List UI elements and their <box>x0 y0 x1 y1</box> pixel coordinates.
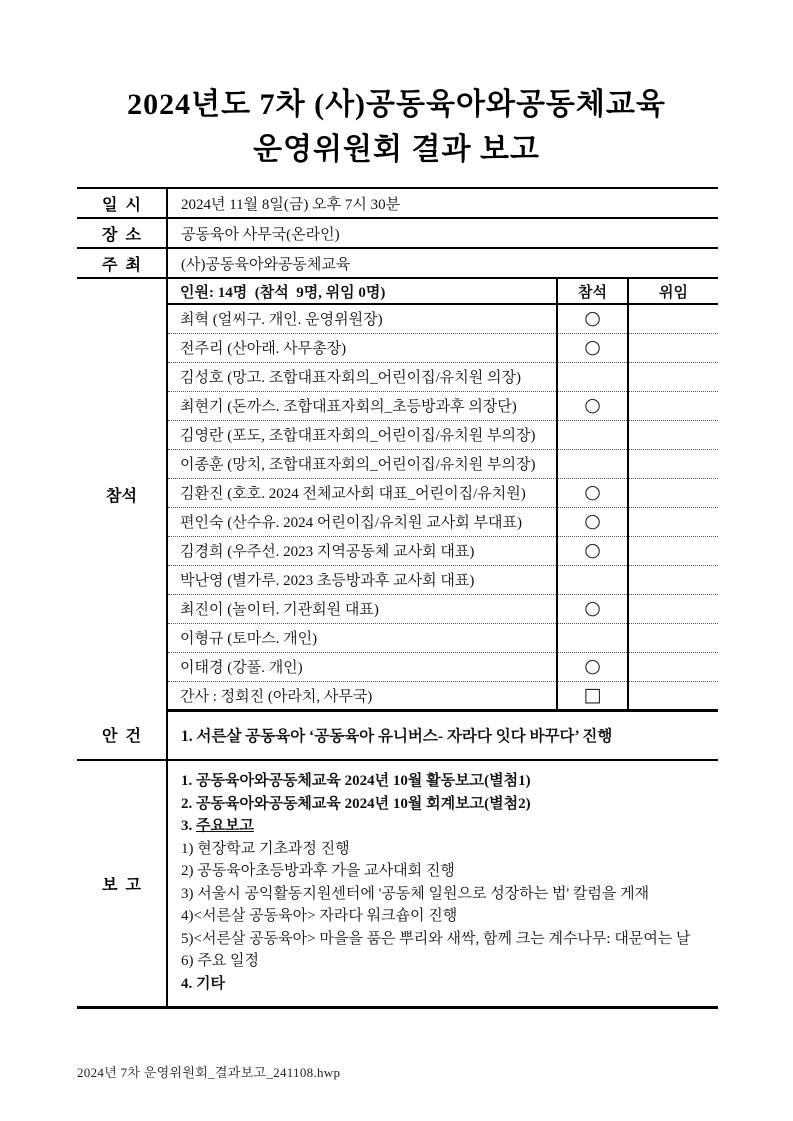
member-row <box>77 362 718 391</box>
member-name: 최혁 (얼씨구. 개인. 운영위원장) <box>167 304 557 333</box>
member-row-secretary <box>77 681 718 710</box>
report-line: 6) 주요 일정 <box>181 953 259 969</box>
page-title-line2: 운영위원회 결과 보고 <box>253 133 540 166</box>
attend-mark <box>557 362 628 391</box>
member-name: 이형규 (토마스. 개인) <box>167 623 557 652</box>
proxy-mark <box>628 623 718 652</box>
proxy-mark <box>628 652 718 681</box>
member-row <box>77 536 718 565</box>
attend-mark <box>557 449 628 478</box>
proxy-mark <box>628 565 718 594</box>
attend-mark: ○ <box>557 333 628 362</box>
member-name: 김성호 (망고. 조합대표자회의_어린이집/유치원 의장) <box>167 362 557 391</box>
page-title-line1: 2024년도 7차 (사)공동육아와공동체교육 <box>127 88 666 121</box>
value-datetime: 2024년 11월 8일(금) 오후 7시 30분 <box>167 188 718 218</box>
attendance-header-row <box>77 278 718 304</box>
agenda-item: 1. 서른살 공동육아 ‘공동육아 유니버스- 자라다 잇다 바꾸다’ 진행 <box>167 710 718 760</box>
label-host: 주 최 <box>77 248 167 278</box>
report-table <box>77 187 718 1009</box>
proxy-mark <box>628 507 718 536</box>
meta-row-place <box>77 218 718 248</box>
report-line: 2. 공동육아와공동체교육 2024년 10월 회계보고(별첨2) <box>181 795 531 812</box>
member-name: 박난영 (별가루. 2023 초등방과후 교사회 대표) <box>167 565 557 594</box>
report-line: 3) 서울시 공익활동지원센터에 '공동체 일원으로 성장하는 법' 칼럼을 게재 <box>181 885 650 902</box>
report-line: 2) 공동육아초등방과후 가을 교사대회 진행 <box>181 863 455 879</box>
proxy-mark <box>628 333 718 362</box>
member-name: 김경희 (우주선. 2023 지역공동체 교사회 대표) <box>167 536 557 565</box>
report-line-underlined: 주요보고 <box>196 818 254 834</box>
meta-row-datetime <box>77 188 718 218</box>
report-line-prefix: 3. <box>181 818 196 834</box>
proxy-mark <box>628 362 718 391</box>
member-row <box>77 449 718 478</box>
filename-footer: 2024년 7차 운영위원회_결과보고_241108.hwp <box>77 1065 341 1080</box>
label-attendance: 참석 <box>77 278 167 710</box>
proxy-column-header: 위임 <box>628 278 718 304</box>
attend-column-header: 참석 <box>557 278 628 304</box>
page-title <box>0 0 793 172</box>
label-place: 장 소 <box>77 218 167 248</box>
proxy-mark <box>628 420 718 449</box>
member-row <box>77 565 718 594</box>
member-name: 최현기 (돈까스. 조합대표자회의_초등방과후 의장단) <box>167 391 557 420</box>
label-agenda: 안 건 <box>77 710 167 760</box>
proxy-mark <box>628 304 718 333</box>
report-row <box>77 760 718 1008</box>
value-place: 공동육아 사무국(온라인) <box>167 218 718 248</box>
proxy-mark <box>628 594 718 623</box>
member-name: 김환진 (호호. 2024 전체교사회 대표_어린이집/유치원) <box>167 478 557 507</box>
member-name: 간사 : 정회진 (아라치, 사무국) <box>167 681 557 710</box>
proxy-mark <box>628 391 718 420</box>
attend-mark: ○ <box>557 652 628 681</box>
attend-mark: ○ <box>557 594 628 623</box>
attendance-summary: 인원: 14명 (참석 9명, 위임 0명) <box>167 278 557 304</box>
report-line: 4)<서른살 공동육아> 자라다 워크숍이 진행 <box>181 908 458 924</box>
member-row <box>77 478 718 507</box>
attend-mark <box>557 565 628 594</box>
attend-mark: ○ <box>557 304 628 333</box>
meta-row-host <box>77 248 718 278</box>
report-content <box>167 760 718 1008</box>
attend-mark <box>557 420 628 449</box>
attend-mark: ○ <box>557 507 628 536</box>
label-report: 보 고 <box>77 760 167 1008</box>
member-row <box>77 623 718 652</box>
report-line: 4. 기타 <box>181 975 225 992</box>
value-host: (사)공동육아와공동체교육 <box>167 248 718 278</box>
member-row <box>77 420 718 449</box>
member-name: 이종훈 (망치, 조합대표자회의_어린이집/유치원 부의장) <box>167 449 557 478</box>
label-datetime: 일 시 <box>77 188 167 218</box>
report-line: 1. 공동육아와공동체교육 2024년 10월 활동보고(별첨1) <box>181 773 531 789</box>
report-table-wrap <box>77 187 793 1009</box>
member-row <box>77 304 718 333</box>
member-name: 김영란 (포도, 조합대표자회의_어린이집/유치원 부의장) <box>167 420 557 449</box>
member-row <box>77 507 718 536</box>
attend-mark: ○ <box>557 478 628 507</box>
report-line: 1) 현장학교 기초과정 진행 <box>181 840 350 857</box>
member-name: 최진이 (놀이터. 기관회원 대표) <box>167 594 557 623</box>
proxy-mark <box>628 478 718 507</box>
member-row <box>77 333 718 362</box>
member-row <box>77 391 718 420</box>
proxy-mark <box>628 536 718 565</box>
member-row <box>77 594 718 623</box>
member-name: 이태경 (강풀. 개인) <box>167 652 557 681</box>
member-row <box>77 652 718 681</box>
report-line: 5)<서른살 공동육아> 마을을 품은 뿌리와 새싹, 함께 크는 계수나무: 대문여는 날 <box>181 930 691 947</box>
attend-mark: ○ <box>557 536 628 565</box>
attend-mark: □ <box>557 681 628 710</box>
agenda-row <box>77 710 718 760</box>
attend-mark: ○ <box>557 391 628 420</box>
member-name: 전주리 (산아래. 사무총장) <box>167 333 557 362</box>
report-line <box>181 815 718 838</box>
member-name: 편인숙 (산수유. 2024 어린이집/유치원 교사회 부대표) <box>167 507 557 536</box>
proxy-mark <box>628 681 718 710</box>
proxy-mark <box>628 449 718 478</box>
attend-mark <box>557 623 628 652</box>
